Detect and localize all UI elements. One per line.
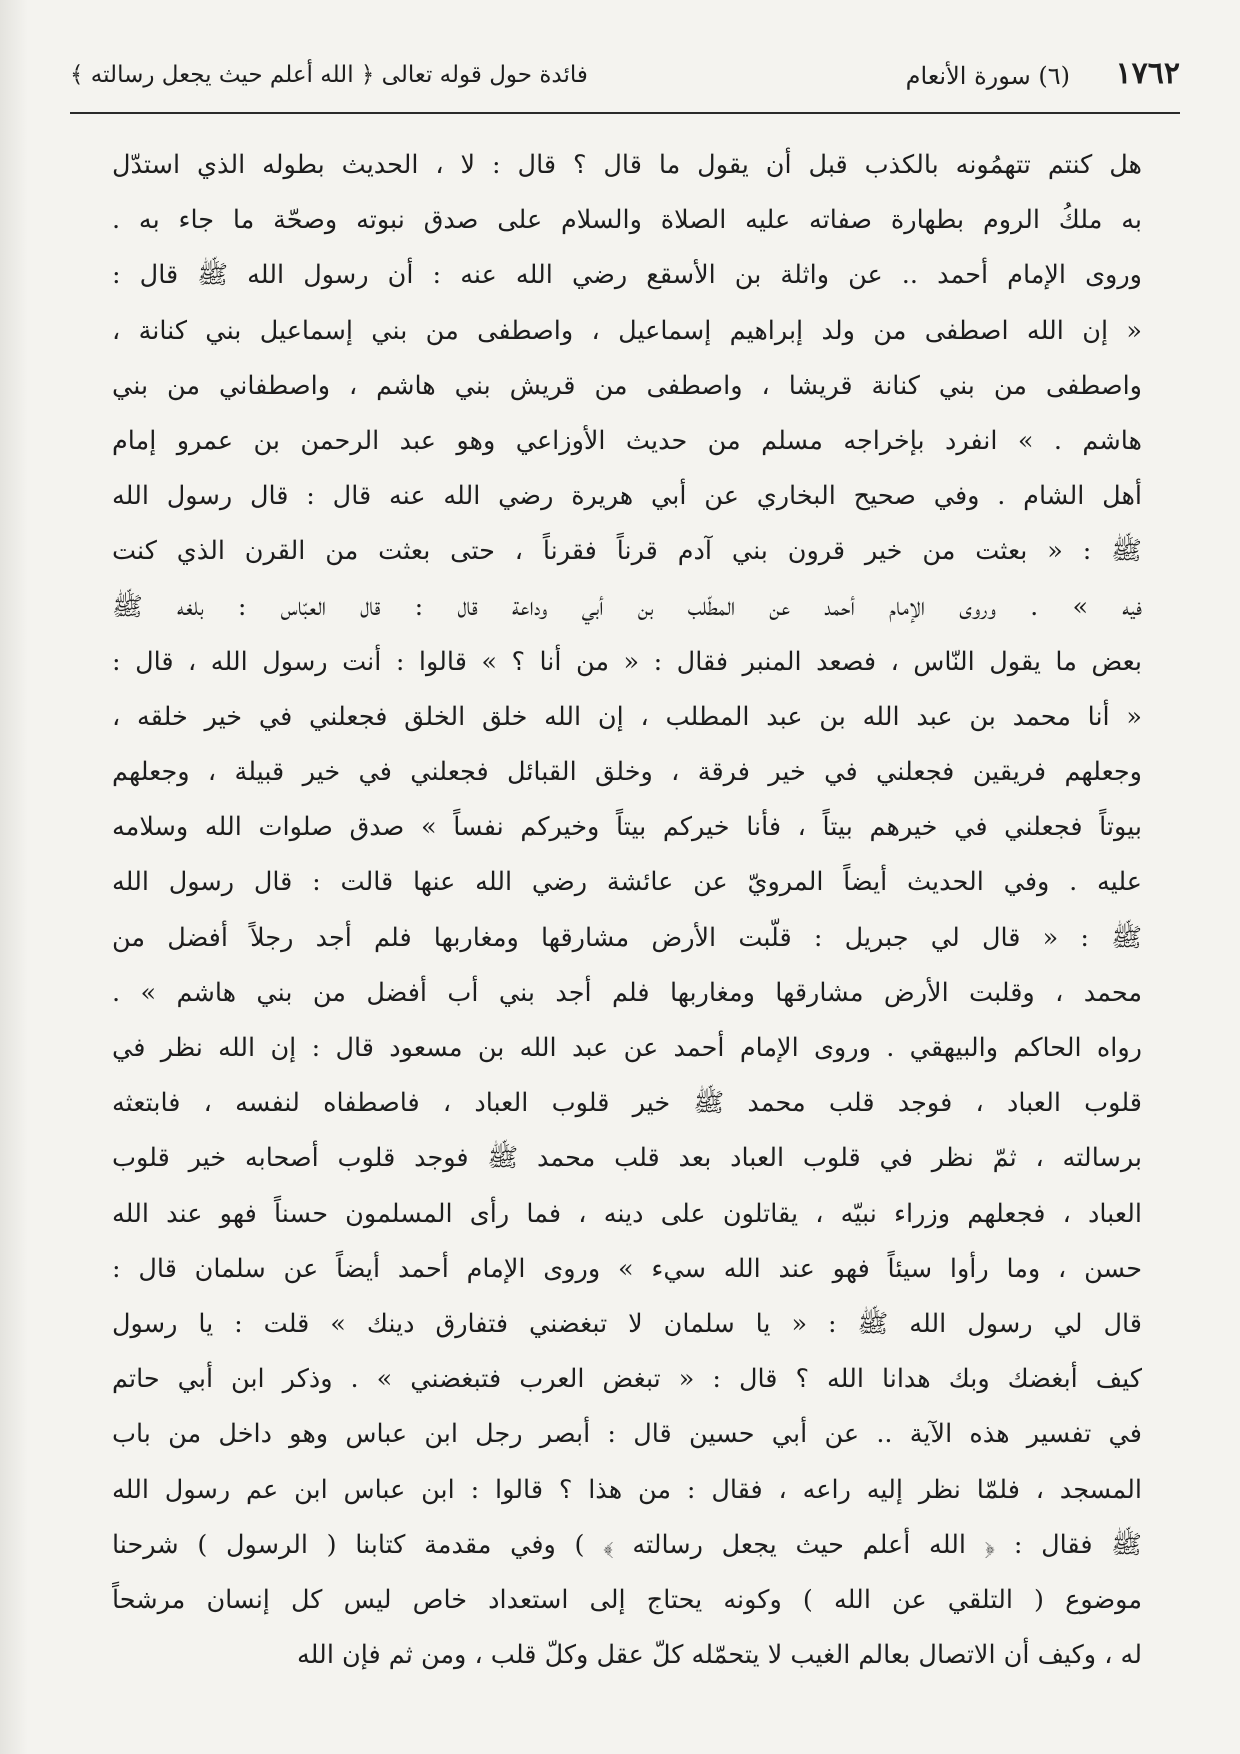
text-line: قلوب العباد ، فوجد قلب محمد ﷺ خير قلوب العباد ، فاصطفاه لنفسه ، فابتعثه <box>112 1088 1142 1119</box>
text-line: به ملكُ الروم بطهارة صفاته عليه الصلاة والسلام على صدق نبوته وصحّة ما جاء به . <box>112 205 1142 236</box>
surah-title: (٦) سورة الأنعام <box>905 62 1070 90</box>
text-line: أهل الشام . وفي صحيح البخاري عن أبي هريرة رضي الله عنه قال : قال رسول الله <box>112 481 1142 512</box>
text-line: بعض ما يقول النّاس ، فصعد المنبر فقال : « من أنا ؟ » قالوا : أنت رسول الله ، قال : <box>112 646 1142 677</box>
text-line: عليه . وفي الحديث أيضاً المرويّ عن عائشة رضي الله عنها قالت : قال رسول الله <box>112 867 1142 898</box>
text-line: هاشم . » انفرد بإخراجه مسلم من حديث الأوزاعي وهو عبد الرحمن بن عمرو إمام <box>112 425 1142 456</box>
text-line: وجعلهم فريقين فجعلني في خير فرقة ، وخلق القبائل فجعلني في خير قبيلة ، وجعلهم <box>112 757 1142 788</box>
text-line: في تفسير هذه الآية .. عن أبي حسين قال : أبصر رجل ابن عباس وهو داخل من باب <box>112 1419 1142 1450</box>
text-line: له ، وكيف أن الاتصال بعالم الغيب لا يتحمّله كلّ عقل وكلّ قلب ، ومن ثم فإن الله <box>296 1640 1142 1671</box>
text-line: برسالته ، ثمّ نظر في قلوب العباد بعد قلب محمد ﷺ فوجد قلوب أصحابه خير قلوب <box>112 1143 1142 1174</box>
page-edge-shadow <box>0 0 28 1754</box>
text-line: « أنا محمد بن عبد الله بن عبد المطلب ، إن الله خلق الخلق فجعلني في خير خلقه ، <box>112 701 1142 732</box>
text-line: فيه » . وروى الإمام أحمد عن المطّلب بن أبي وداعة قال : قال العبّاس : بلغه ﷺ <box>112 591 1142 622</box>
text-line: العباد ، فجعلهم وزراء نبيّه ، يقاتلون على دينه ، فما رأى المسلمون حسناً فهو عند الله <box>112 1198 1142 1229</box>
text-line: المسجد ، فلمّا نظر إليه راعه ، فقال : من هذا ؟ قالوا : ابن عباس ابن عم رسول الله <box>112 1474 1142 1505</box>
text-line: وروى الإمام أحمد .. عن واثلة بن الأسقع رضي الله عنه : أن رسول الله ﷺ قال : <box>112 260 1142 291</box>
body-text <box>112 138 1142 1683</box>
text-line: هل كنتم تتهمُونه بالكذب قبل أن يقول ما قال ؟ قال : لا ، الحديث بطوله الذي استدّل <box>112 150 1142 180</box>
running-topic: فائدة حول قوله تعالى ﴿ الله أعلم حيث يجعل رسالته ﴾ <box>70 62 588 88</box>
text-line: ﷺ فقال : ﴿ الله أعلم حيث يجعل رسالته ﴾ ) وفي مقدمة كتابنا ( الرسول ) شرحنا <box>112 1529 1142 1560</box>
header-divider <box>70 112 1180 114</box>
text-line: كيف أبغضك وبك هدانا الله ؟ قال : « تبغض العرب فتبغضني » . وذكر ابن أبي حاتم <box>112 1364 1142 1395</box>
text-line: ﷺ : « بعثت من خير قرون بني آدم قرناً فقرناً ، حتى بعثت من القرن الذي كنت <box>112 536 1142 567</box>
text-line: بيوتاً فجعلني في خيرهم بيتاً ، فأنا خيركم بيتاً وخيركم نفساً » صدق صلوات الله وسلامه <box>112 812 1142 843</box>
text-line: موضوع ( التلقي عن الله ) وكونه يحتاج إلى استعداد خاص ليس كل إنسان مرشحاً <box>112 1584 1142 1615</box>
text-line: « إن الله اصطفى من ولد إبراهيم إسماعيل ، واصطفى من بني إسماعيل بني كنانة ، <box>112 315 1142 346</box>
text-line: واصطفى من بني كنانة قريشا ، واصطفى من قريش بني هاشم ، واصطفاني من بني <box>112 370 1142 401</box>
page-header <box>70 52 1180 116</box>
text-line: رواه الحاكم والبيهقي . وروى الإمام أحمد عن عبد الله بن مسعود قال : إن الله نظر في <box>112 1033 1142 1063</box>
text-line: حسن ، وما رأوا سيئاً فهو عند الله سيء » وروى الإمام أحمد أيضاً عن سلمان قال : <box>112 1253 1142 1284</box>
text-line: ﷺ : « قال لي جبريل : قلّبت الأرض مشارقها ومغاربها فلم أجد رجلاً أفضل من <box>112 922 1142 953</box>
text-line: محمد ، وقلبت الأرض مشارقها ومغاربها فلم أجد بني أب أفضل من بني هاشم » . <box>112 977 1142 1008</box>
text-line: قال لي رسول الله ﷺ : « يا سلمان لا تبغضني فتفارق دينك » قلت : يا رسول <box>112 1308 1142 1339</box>
page-number: ١٧٦٢ <box>1115 56 1180 91</box>
